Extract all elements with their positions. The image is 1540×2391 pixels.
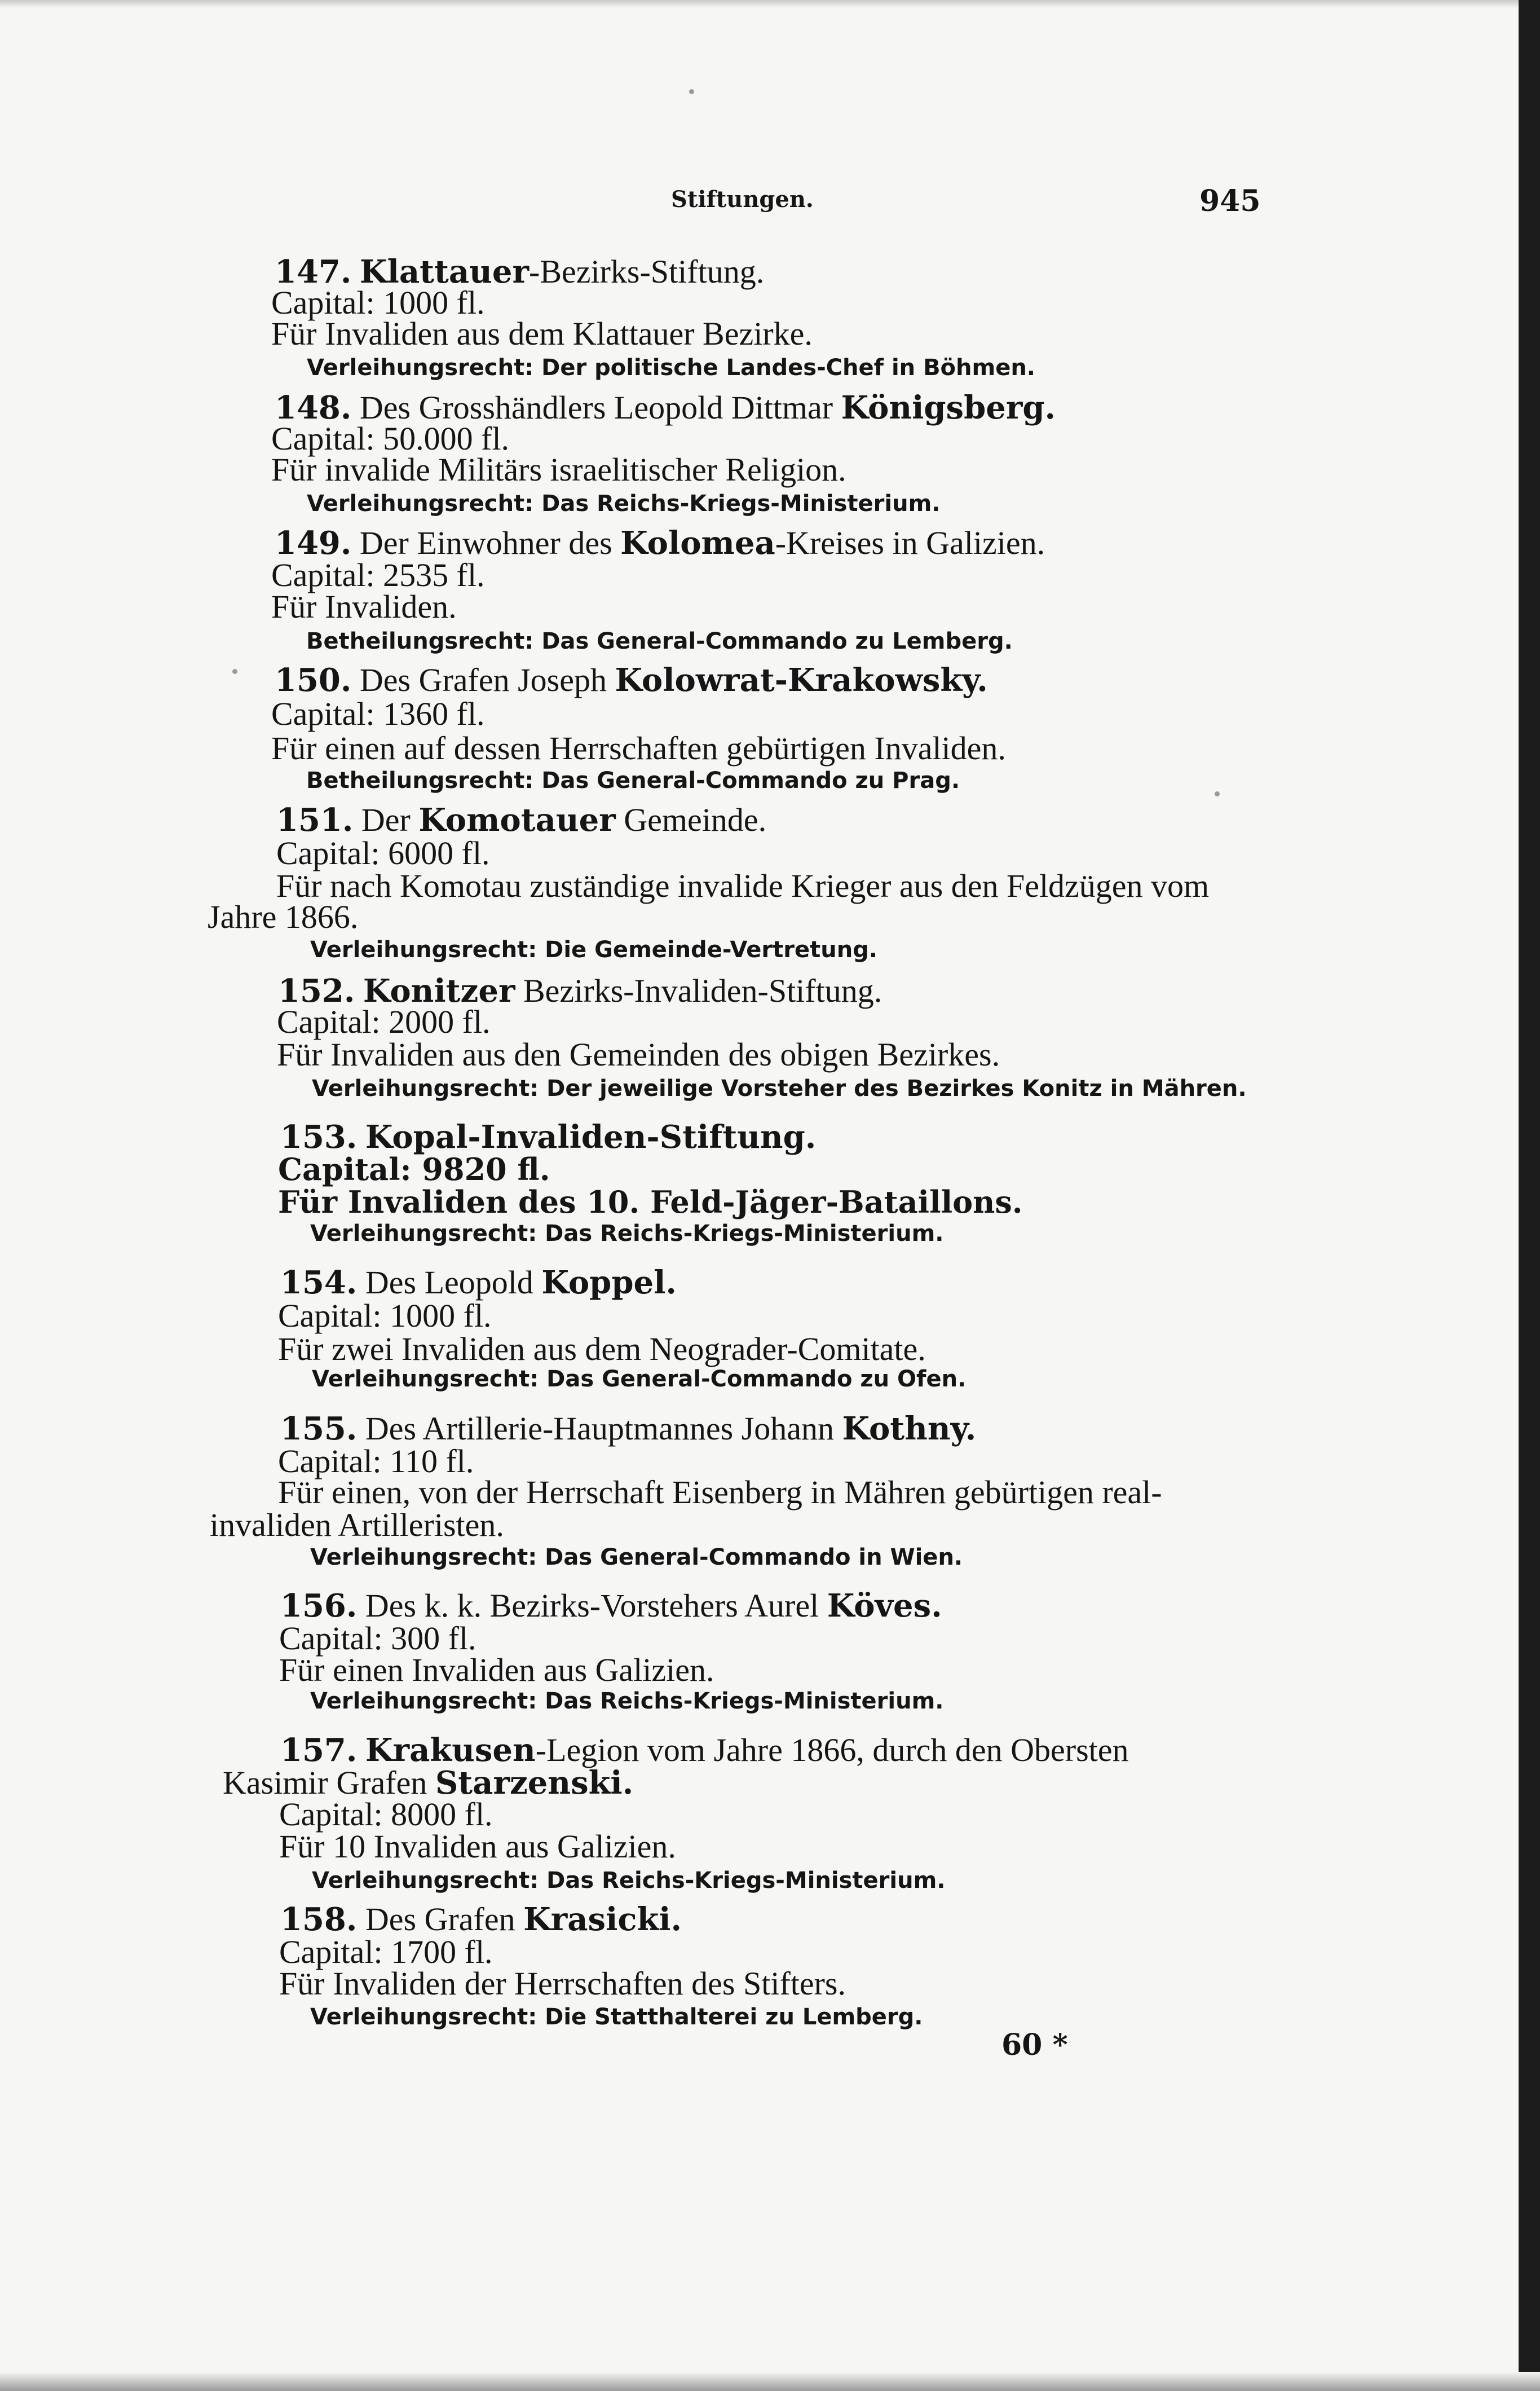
entry-capital: Capital: 2000 fl. — [277, 1003, 491, 1040]
entry-name: Komotauer — [418, 802, 616, 839]
entry-number: 150. — [275, 662, 352, 699]
entry-purpose: Für einen Invaliden aus Galizien. — [279, 1652, 714, 1688]
entry-purpose: Für Invaliden des 10. Feld-Jäger-Bataillons. — [278, 1184, 1023, 1220]
entry-number: 151. — [276, 802, 354, 839]
entry-capital: Capital: 110 fl. — [278, 1443, 474, 1479]
entry-purpose: Für invalide Militärs israelitischer Religion. — [271, 451, 846, 488]
entry-purpose: Für einen auf dessen Herrschaften gebürtigen Invaliden. — [271, 730, 1006, 767]
running-head: Stiftungen. — [671, 186, 814, 213]
entry-number: 148. — [275, 389, 352, 426]
entry-capital: Capital: 9820 fl. — [278, 1151, 550, 1187]
entry-right: Verleihungsrecht: Der jeweilige Vorsteher des Bezirkes Konitz in Mähren. — [312, 1076, 1247, 1102]
entry-number: 152. — [278, 972, 355, 1010]
entry-purpose: Für Invaliden aus den Gemeinden des obigen Bezirkes. — [277, 1036, 1000, 1073]
entry-title-pre: Des Grosshändlers Leopold Dittmar — [359, 389, 841, 426]
entry-name: Klattauer — [359, 253, 529, 290]
page-number: 945 — [1199, 184, 1261, 218]
entry-title — [280, 1900, 682, 1938]
entry-number: 157. — [280, 1732, 358, 1769]
entry-title-rest: -Bezirks-Stiftung. — [529, 253, 765, 290]
entry-right: Verleihungsrecht: Das Reichs-Kriegs-Ministerium. — [312, 1868, 946, 1894]
entry-title-cont-pre: Kasimir Grafen — [223, 1764, 435, 1801]
entry-right: Verleihungsrecht: Der politische Landes-Chef in Böhmen. — [307, 355, 1035, 381]
entry-right: Verleihungsrecht: Das Reichs-Kriegs-Ministerium. — [310, 1688, 944, 1714]
entry-name: Kolomea — [620, 525, 775, 562]
entry-name: Königsberg. — [841, 389, 1056, 426]
entry-right: Verleihungsrecht: Das General-Commando in Wien. — [310, 1544, 963, 1570]
entry-title-pre: Des Leopold — [365, 1264, 542, 1301]
entry-right: Verleihungsrecht: Die Gemeinde-Vertretung. — [310, 937, 878, 963]
entry-capital: Capital: 8000 fl. — [279, 1796, 493, 1833]
entry-name-cont: Starzenski. — [435, 1764, 634, 1802]
entry-number: 156. — [280, 1587, 358, 1624]
entry-title-pre: Der — [361, 802, 419, 838]
entry-title-pre: Der Einwohner des — [359, 525, 621, 561]
entry-right: Verleihungsrecht: Das Reichs-Kriegs-Ministerium. — [310, 1221, 944, 1247]
entry-purpose: Für Invaliden aus dem Klattauer Bezirke. — [271, 315, 813, 352]
entry-right: Verleihungsrecht: Das General-Commando zu Ofen. — [312, 1366, 967, 1392]
entry-name: Koppel. — [541, 1264, 677, 1301]
page-right-edge — [1519, 0, 1540, 2391]
entry-number: 158. — [280, 1901, 358, 1938]
entry-purpose-cont: Jahre 1866. — [208, 899, 359, 935]
entry-capital: Capital: 50.000 fl. — [271, 420, 510, 457]
entry-title-rest: -Kreises in Galizien. — [775, 525, 1045, 561]
entry-title — [276, 801, 766, 839]
entry-title — [280, 1731, 1129, 1769]
entry-purpose: Für einen, von der Herrschaft Eisenberg in Mähren gebürtigen real- — [278, 1474, 1162, 1511]
entry-name: Krakusen — [365, 1732, 536, 1769]
entry-capital: Capital: 6000 fl. — [276, 835, 490, 871]
entry-right: Betheilungsrecht: Das General-Commando zu Prag. — [306, 768, 960, 794]
entry-title-rest: Gemeinde. — [615, 802, 767, 838]
entry-purpose: Für zwei Invaliden aus dem Neograder-Comitate. — [278, 1331, 926, 1367]
entry-title — [280, 1587, 942, 1624]
entry-right: Betheilungsrecht: Das General-Commando zu Lemberg. — [306, 628, 1013, 654]
entry-purpose-cont: invaliden Artilleristen. — [210, 1507, 504, 1543]
entry-right: Verleihungsrecht: Das Reichs-Kriegs-Ministerium. — [307, 491, 941, 517]
entry-title-rest: -Legion vom Jahre 1866, durch den Obersten — [535, 1732, 1129, 1768]
entry-title — [280, 1410, 976, 1447]
entry-title-pre: Des Grafen — [365, 1901, 524, 1938]
signature-mark: 60 * — [1001, 2028, 1068, 2062]
entry-title-pre: Des Grafen Joseph — [359, 662, 615, 698]
entry-capital: Capital: 1000 fl. — [278, 1297, 492, 1334]
entry-number: 147. — [275, 253, 352, 290]
entry-title — [275, 661, 988, 699]
entry-number: 149. — [275, 525, 352, 562]
entry-name: Kolowrat-Krakowsky. — [615, 662, 988, 699]
entry-capital: Capital: 2535 fl. — [271, 557, 485, 593]
entry-capital: Capital: 1360 fl. — [271, 695, 485, 732]
entry-capital: Capital: 1000 fl. — [271, 284, 485, 321]
entry-purpose: Für nach Komotau zuständige invalide Krieger aus den Feldzügen vom — [276, 868, 1210, 904]
entry-right: Verleihungsrecht: Die Statthalterei zu Lemberg. — [310, 2004, 923, 2030]
entry-title — [280, 1263, 677, 1301]
entry-capital: Capital: 300 fl. — [279, 1620, 476, 1657]
entry-number: 155. — [280, 1410, 358, 1447]
entry-title — [280, 1118, 816, 1156]
entry-number: 153. — [280, 1119, 358, 1156]
entry-title-pre: Des Artillerie-Hauptmannes Johann — [365, 1410, 842, 1447]
entry-title-rest: Bezirks-Invaliden-Stiftung. — [515, 972, 882, 1009]
entry-title-pre: Des k. k. Bezirks-Vorstehers Aurel — [365, 1587, 827, 1624]
entry-purpose: Für Invaliden der Herrschaften des Stifters. — [279, 1965, 846, 2002]
entry-purpose: Für 10 Invaliden aus Galizien. — [279, 1828, 676, 1865]
entry-number: 154. — [280, 1264, 358, 1301]
entry-name: Konitzer — [363, 972, 515, 1010]
entry-name: Kothny. — [842, 1410, 977, 1447]
entry-capital: Capital: 1700 fl. — [279, 1934, 493, 1970]
entry-name: Kopal-Invaliden-Stiftung. — [365, 1119, 817, 1156]
entry-name: Köves. — [827, 1587, 942, 1624]
entry-name: Krasicki. — [523, 1901, 682, 1938]
entry-purpose: Für Invaliden. — [271, 588, 457, 625]
